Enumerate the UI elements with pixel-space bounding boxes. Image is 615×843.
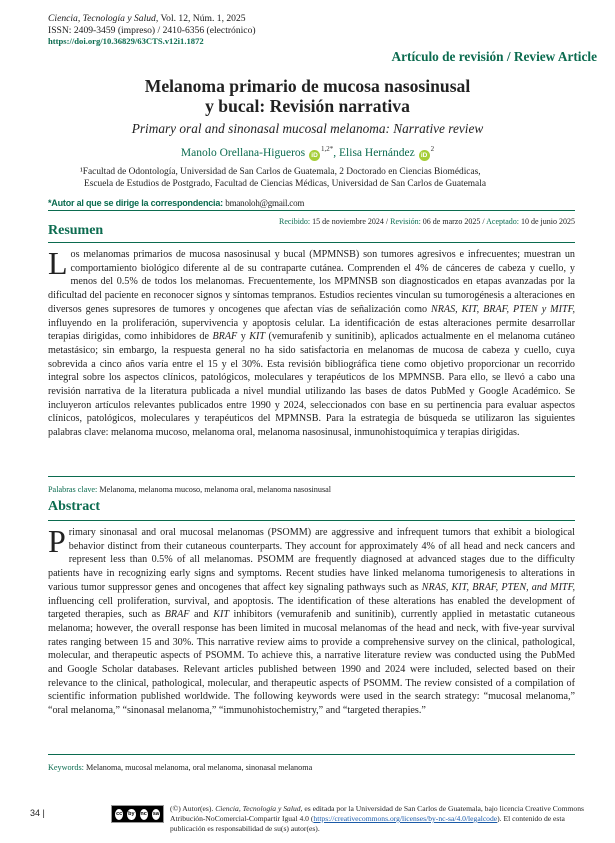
received-date: 15 de noviembre 2024 /	[310, 217, 391, 226]
orcid-icon[interactable]: iD	[309, 150, 320, 161]
gene-name: BRAF	[164, 609, 190, 621]
resumen-text: os melanomas primarios de mucosa nasosinusal y bucal (MPMNSB) son tumores agresivos e infrecuentes; muestran un comportamiento biológico diferente al de su contraparte cutánea. Comprenden el 4% de cánceres de cabeza y cuello, y menos del 0.5% de todos los melanomas. Frecuentemente, los MPMNSB son diagnosticados en etapas avanzadas por la dificultad del paciente en reconocer signos y síntomas tempranos. Estudios recientes vinculan su tumorogénesis a alteraciones en diversos genes supresores de tumores y oncogenes que afectan vías de señalización como	[48, 249, 575, 315]
title-line-1: Melanoma primario de mucosa nasosinusal	[144, 76, 471, 96]
affiliation-line-1: ¹Facultad de Odontología, Universidad de San Carlos de Guatemala, 2 Doctorado en Ciencias Biomédicas,	[80, 167, 481, 177]
journal-issn: ISSN: 2409-3459 (impreso) / 2410-6356 (electrónico)	[48, 24, 256, 36]
gene-names: NRAS, KIT, BRAF, PTEN y MITF,	[430, 303, 575, 315]
accepted-date: 10 de junio 2025	[519, 217, 575, 226]
correspondence-label: *Autor al que se dirige la correspondencia:	[48, 198, 223, 208]
license-part: ). El contenido de esta publicación es responsabilidad de su(s) autor(es).	[170, 814, 565, 833]
author-name: Manolo Orellana-Higueros	[180, 146, 306, 159]
doi-link[interactable]: https://doi.org/10.36829/63CTS.v12i1.1872	[48, 36, 204, 46]
license-text	[170, 804, 590, 834]
dropcap: P	[48, 523, 66, 559]
author-affiliation-sup: 1,2*	[321, 145, 334, 153]
nc-icon: nc	[139, 808, 149, 821]
palabras-clave	[48, 485, 331, 494]
correspondence	[48, 198, 304, 208]
resumen-text: y	[237, 331, 250, 343]
abstract-text: rimary sinonasal and oral mucosal melanomas (PSOMM) are aggressive and infrequent tumors that exhibit a biological behavior distinct from their cutaneous counterparts. They account for approximately 4% of all head and neck cancers and represent less than 0.5% of all melanomas. PSOMM are frequently diagnosed at advanced stages due to the difficulty patients have in recognizing early signs and symptoms. Recent studies have linked melanoma tumorigenesis to alterations in various tumor suppressor genes and oncogenes that affect key signaling pathways such as	[48, 527, 575, 593]
resumen-heading: Resumen	[48, 223, 104, 238]
gene-names: NRAS, KIT, BRAF, PTEN, and MITF,	[421, 581, 575, 593]
received-label: Recibido:	[279, 217, 311, 226]
journal-header	[48, 13, 256, 48]
abstract-text: influencing cell proliferation, survival, and apoptosis. The identification of these alterations has enabled the development of targeted therapies, such as	[48, 595, 575, 621]
cc-icon: cc	[114, 808, 124, 821]
journal-name: Ciencia, Tecnología y Salud,	[48, 13, 159, 24]
article-type: Artículo de revisión / Review Article	[391, 49, 597, 64]
gene-name: KIT	[213, 609, 229, 621]
sa-icon: sa	[151, 808, 161, 821]
author-name: Elisa Hernández	[339, 146, 415, 159]
author-affiliation-sup: 2	[430, 145, 435, 153]
resumen-text: influyendo en la proliferación, supervivencia y apoptosis celular. La identificación de estas alteraciones permite desarrollar terapias dirigidas, como inhibidores de	[48, 317, 575, 343]
abstract-text: inhibitors (vemurafenib and sunitinib), currently applied in metastatic cutaneous melanoma; however, the overall response has been limited in mucosal melanomas of the head and neck, with five-year survival rates ranging between 15 and 30%. This narrative review aims to provide a comprehensive survey on the clinical, pathological, molecular, and therapeutic aspects of PSOMM. To achieve this, a narrative literature review was conducted using the PubMed and Google Scholar databases. Relevant articles published between 1990 and 2024 were included, selected based on their relevance to the clinical, pathological, molecular, and therapeutic aspects of PSOMM. The review consisted of a compilation of scientific information published worldwide. The following keywords were used in the search strategy: “mucosal melanoma,” “oral melanoma,” “sinonasal melanoma,” “immunohistochemistry,” and “targeted therapies.”	[48, 609, 575, 717]
abstract-body	[48, 523, 575, 718]
affiliations	[80, 167, 486, 190]
page-number: 34 |	[30, 808, 45, 818]
authors	[0, 145, 615, 161]
license-link[interactable]: https://creativecommons.org/licenses/by-nc-sa/4.0/legalcode	[313, 814, 498, 823]
palabras-clave-text: Melanoma, melanoma mucoso, melanoma oral, melanoma nasosinusal	[97, 485, 332, 494]
journal-volume: Vol. 12, Núm. 1, 2025	[158, 13, 246, 24]
author-separator: ,	[333, 146, 340, 159]
divider	[48, 210, 575, 211]
revision-date: 06 de marzo 2025 /	[420, 217, 487, 226]
by-icon: by	[126, 808, 136, 821]
divider	[48, 754, 575, 755]
orcid-icon[interactable]: iD	[419, 150, 430, 161]
divider	[48, 242, 575, 243]
revision-label: Revisión:	[390, 217, 421, 226]
article-subtitle: Primary oral and sinonasal mucosal melanoma: Narrative review	[131, 121, 484, 136]
license-part: (©) Autor(es).	[170, 804, 216, 813]
gene-name: KIT	[249, 331, 266, 343]
keywords-label: Keywords:	[48, 763, 84, 772]
resumen-text: (vemurafenib y sunitinib), aplicados actualmente en el melanoma cutáneo metastásico; sin embargo, la respuesta general no ha sido satisfactoria en melanomas de mucosa de cabeza y cuello, cuya sobrevida a cinco años varía entre el 15 y el 30%. Esta revisión bibliográfica tiene como objetivo proporcionar un recorrido integral sobre los aspectos clínicos, patológicos, moleculares y terapéuticos de los MPMNSB. Para ello, se llevó a cabo una revisión narrativa de la literatura publicada a nivel mundial utilizando las bases de datos PubMed y Google Académico. Se incluyeron artículos relevantes publicados entre 1990 y 2024, seleccionados con base en su pertinencia para evaluar aspectos clínicos, patológicos, moleculares y terapéuticos del MPMNSB. Para la estrategia de búsqueda se utilizaron las siguientes palabras clave: melanoma mucoso, melanoma oral, melanoma nasosinusal, inmunohistoquímica y terapias dirigidas.	[48, 331, 575, 439]
divider	[48, 520, 575, 521]
keywords	[48, 763, 312, 772]
keywords-text: Melanoma, mucosal melanoma, oral melanoma, sinonasal melanoma	[83, 763, 313, 772]
accepted-label: Aceptado:	[486, 217, 519, 226]
cc-license-badge[interactable]	[111, 805, 164, 823]
divider	[48, 476, 575, 477]
dropcap: L	[48, 245, 68, 281]
abstract-heading: Abstract	[48, 499, 101, 514]
affiliation-line-2: Escuela de Estudios de Postgrado, Facultad de Ciencias Médicas, Universidad de San Carlos de Guatemala	[84, 178, 486, 189]
abstract-text: and	[189, 609, 214, 621]
license-part: es editada por la Universidad de San Carlos de Guatemala, bajo licencia Creative Commons Atribución-NoComercial-Compartir Igual 4.0 (	[170, 804, 584, 823]
palabras-clave-label: Palabras clave:	[48, 485, 98, 494]
correspondence-email[interactable]: bmanoloh@gmail.com	[225, 198, 305, 208]
article-dates	[279, 217, 575, 226]
gene-name: BRAF	[212, 331, 238, 343]
title-line-2: y bucal: Revisión narrativa	[205, 96, 410, 116]
resumen-body	[48, 245, 575, 440]
article-title	[0, 76, 615, 116]
license-journal: Ciencia, Tecnología y Salud,	[215, 804, 303, 813]
